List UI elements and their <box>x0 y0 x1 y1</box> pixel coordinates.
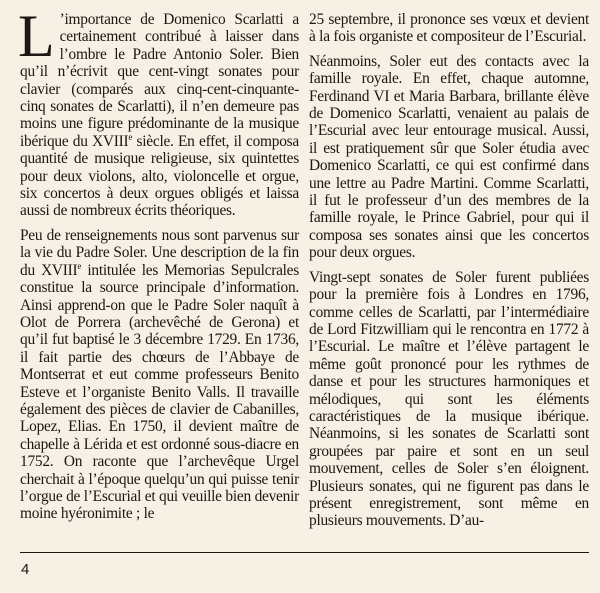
left-paragraph-2-rest: intitulée les Memorias Sepulcrales constitue la source principale d’information. Ainsi apprend-on que le Padre Soler naquît à Olot de Porrera (archevêché de Gerona) et qu’il fut baptisé le 3 décembre 1729. En 1736, il fait partie des chœurs de l’Abbaye de Montserrat et eut comme professeurs Benito Esteve et l’organiste Benito Valls. Il travaille également des pièces de clavier de Cabanilles, Lopez, Elias. En 1750, il devient maître de chapelle à Lérida et est ordonné sous-diacre en 1752. On raconte que l’archevêque Urgel cherchait à l’époque quelqu’un qui puisse tenir l’orgue de l’Escurial et qui veuille bien devenir moine hyéronimite ; le <box>20 261 299 523</box>
page-number: 4 <box>21 561 30 578</box>
left-paragraph-1-lead: ’importance de Domenico Scarlatti a certainement contribué à laisser dans l’ombre le Padre Antonio Soler. Bien qu’il n’écrivit que cent-vingt sonates pour clavier (comparés aux cinq-cent-cinquante-cinq sonates de Scarlatti), il n’en demeure pas moins une figure prédominante de la musique ibérique du XVIII <box>20 11 299 150</box>
right-paragraph-1: 25 septembre, il prononce ses vœux et devient à la fois organiste et compositeur de l’Escurial. <box>309 11 589 46</box>
drop-cap: L <box>18 3 55 69</box>
century-superscript: e <box>128 131 133 142</box>
left-paragraph-1 <box>18 3 299 220</box>
century-superscript-2: e <box>77 260 82 271</box>
footer-rule <box>20 552 589 553</box>
right-paragraph-3: Vingt-sept sonates de Soler furent publiées pour la première fois à Londres en 1796, comme celles de Scarlatti, par l’intermédiaire de Lord Fitzwilliam qui le rencontra en 1772 à l’Escurial. Le maître et l’élève partagent le même goût prononcé pour les rythmes de danse et pour les structures harmoniques et mélodiques, qui sont les éléments caractéristiques de la musique ibérique. Néanmoins, si les sonates de Scarlatti sont groupées par paire et sont en un seul mouvement, celles de Soler s’en éloignent. Plusieurs sonates, qui ne figurent pas dans le présent enregistrement, sont même en plusieurs mouvements. D’au- <box>309 268 589 530</box>
left-paragraph-1-rest: siècle. En effet, il composa quantité de musique religieuse, six quintettes pour deux violons, alto, violoncelle et orgue, six concertos à deux orgues obligés et laissa aussi de nombreux écrits théoriques. <box>20 132 299 220</box>
right-paragraph-2: Néanmoins, Soler eut des contacts avec la famille royale. En effet, chaque automne, Ferdinand VI et Maria Barbara, brillante élève de Domenico Scarlatti, venaient au palais de l’Escurial avec leur entourage musical. Aussi, il est pratiquement sûr que Soler étudia avec Domenico Scarlatti, ce qui est confirmé dans une lettre au Padre Martini. Comme Scarlatti, il fut le professeur d’un des membres de la famille royale, le Prince Gabriel, pour qui il composa ses sonates ainsi que les concertos pour deux orgues. <box>309 52 589 262</box>
left-column <box>18 3 299 530</box>
left-paragraph-2-lead: Peu de renseignements nous sont parvenus sur la vie du Padre Soler. Une description de la fin du XVIII <box>20 226 299 279</box>
right-column <box>309 11 589 537</box>
left-paragraph-2 <box>20 227 299 523</box>
